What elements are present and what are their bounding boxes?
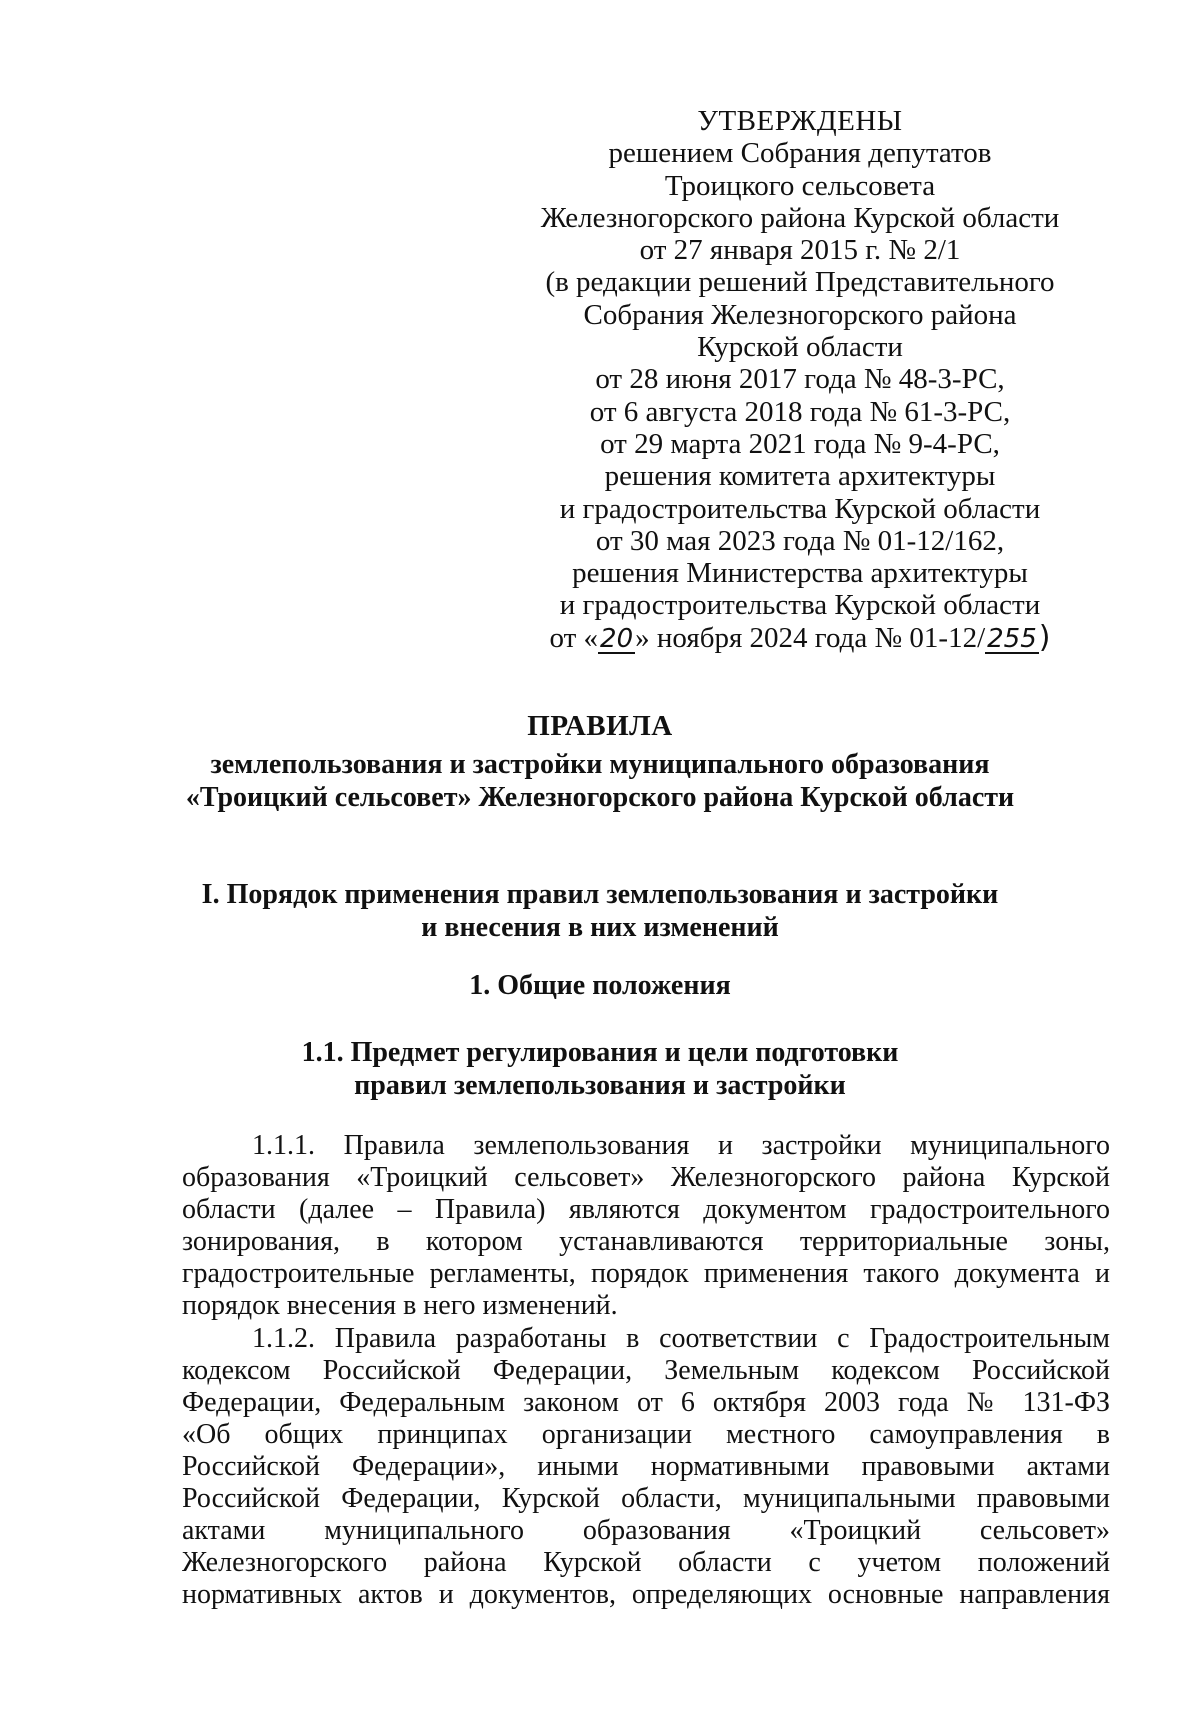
paragraph-line: «Об общих принципах организации местного самоуправления в xyxy=(182,1418,1110,1450)
paragraph-line: Российской Федерации», иными нормативными правовыми актами xyxy=(182,1450,1110,1482)
approval-line: Собрания Железногорского района xyxy=(583,298,1017,331)
approval-line: решения Министерства архитектуры xyxy=(572,557,1028,590)
paragraph-line: порядок внесения в него изменений. xyxy=(182,1290,618,1322)
approval-line: и градостроительства Курской области xyxy=(559,589,1041,622)
subsection-heading-line: правил землепользования и застройки xyxy=(354,1070,846,1101)
approval-last-line xyxy=(540,619,1060,655)
paragraph-line: нормативных актов и документов, определяющих основные направления xyxy=(182,1579,1110,1611)
approval-line: решением Собрания депутатов xyxy=(608,137,992,170)
approval-line: от 29 марта 2021 года № 9-4-РС, xyxy=(600,427,1000,460)
approval-line: решения комитета архитектуры xyxy=(604,460,996,493)
paragraph-line: зонирования, в котором устанавливаются территориальные зоны, xyxy=(182,1226,1110,1258)
subtitle-line: землепользования и застройки муниципального образования xyxy=(210,749,990,780)
body-text xyxy=(182,1130,1110,1611)
paragraph-line: образования «Троицкий сельсовет» Железногорского района Курской xyxy=(182,1162,1110,1194)
paragraph-line: Железногорского района Курской области с учетом положений xyxy=(182,1547,1110,1579)
paragraph-line: актами муниципального образования «Троицкий сельсовет» xyxy=(182,1515,1110,1547)
section-heading-line: I. Порядок применения правил землепользования и застройки xyxy=(201,879,999,910)
document-title: ПРАВИЛА xyxy=(527,710,673,742)
subsection-heading-line: 1.1. Предмет регулирования и цели подготовки xyxy=(301,1037,899,1068)
subsection-heading xyxy=(0,1036,1200,1102)
approval-line: Курской области xyxy=(697,331,903,364)
approval-last-prefix: от « xyxy=(549,621,599,654)
approval-block xyxy=(540,105,1060,654)
paragraph-line: кодексом Российской Федерации, Земельным кодексом Российской xyxy=(182,1354,1110,1386)
approval-line: Железногорского района Курской области xyxy=(540,201,1060,234)
paragraph-line: Федерации, Федеральным законом от 6 октября 2003 года № 131-ФЗ xyxy=(182,1386,1110,1418)
approval-last-middle: » ноября 2024 года № 01-12/ xyxy=(635,621,986,654)
paragraph-line: 1.1.1. Правила землепользования и застройки муниципального xyxy=(252,1130,1110,1161)
approval-line: от 6 августа 2018 года № 61-3-РС, xyxy=(589,395,1011,428)
section-heading xyxy=(0,878,1200,944)
approval-line: от 30 мая 2023 года № 01-12/162, xyxy=(595,524,1005,557)
approval-line: и градостроительства Курской области xyxy=(559,492,1041,525)
paragraph-line: области (далее – Правила) являются документом градостроительного xyxy=(182,1194,1110,1226)
paragraph-line: 1.1.2. Правила разработаны в соответствии с Градостроительным xyxy=(252,1322,1110,1354)
handwritten-day: 20 xyxy=(600,623,634,654)
approval-line: (в редакции решений Представительного xyxy=(545,266,1055,299)
approval-heading: УТВЕРЖДЕНЫ xyxy=(697,105,903,137)
paragraph-line: Российской Федерации, Курской области, муниципальными правовыми xyxy=(182,1483,1110,1515)
chapter-heading: 1. Общие положения xyxy=(469,970,731,1001)
approval-line: Троицкого сельсовета xyxy=(664,169,936,202)
subtitle-line: «Троицкий сельсовет» Железногорского района Курской области xyxy=(185,782,1015,813)
section-heading-line: и внесения в них изменений xyxy=(421,912,779,943)
approval-line: от 28 июня 2017 года № 48-3-РС, xyxy=(595,363,1005,396)
handwritten-number: 255 xyxy=(987,623,1037,654)
paragraph-line: градостроительные регламенты, порядок применения такого документа и xyxy=(182,1258,1110,1290)
approval-line: от 27 января 2015 г. № 2/1 xyxy=(639,234,961,267)
document-subtitle xyxy=(0,748,1200,814)
paragraph-1 xyxy=(182,1130,1110,1323)
approval-last-suffix: ) xyxy=(1038,619,1051,655)
paragraph-2 xyxy=(182,1323,1110,1612)
